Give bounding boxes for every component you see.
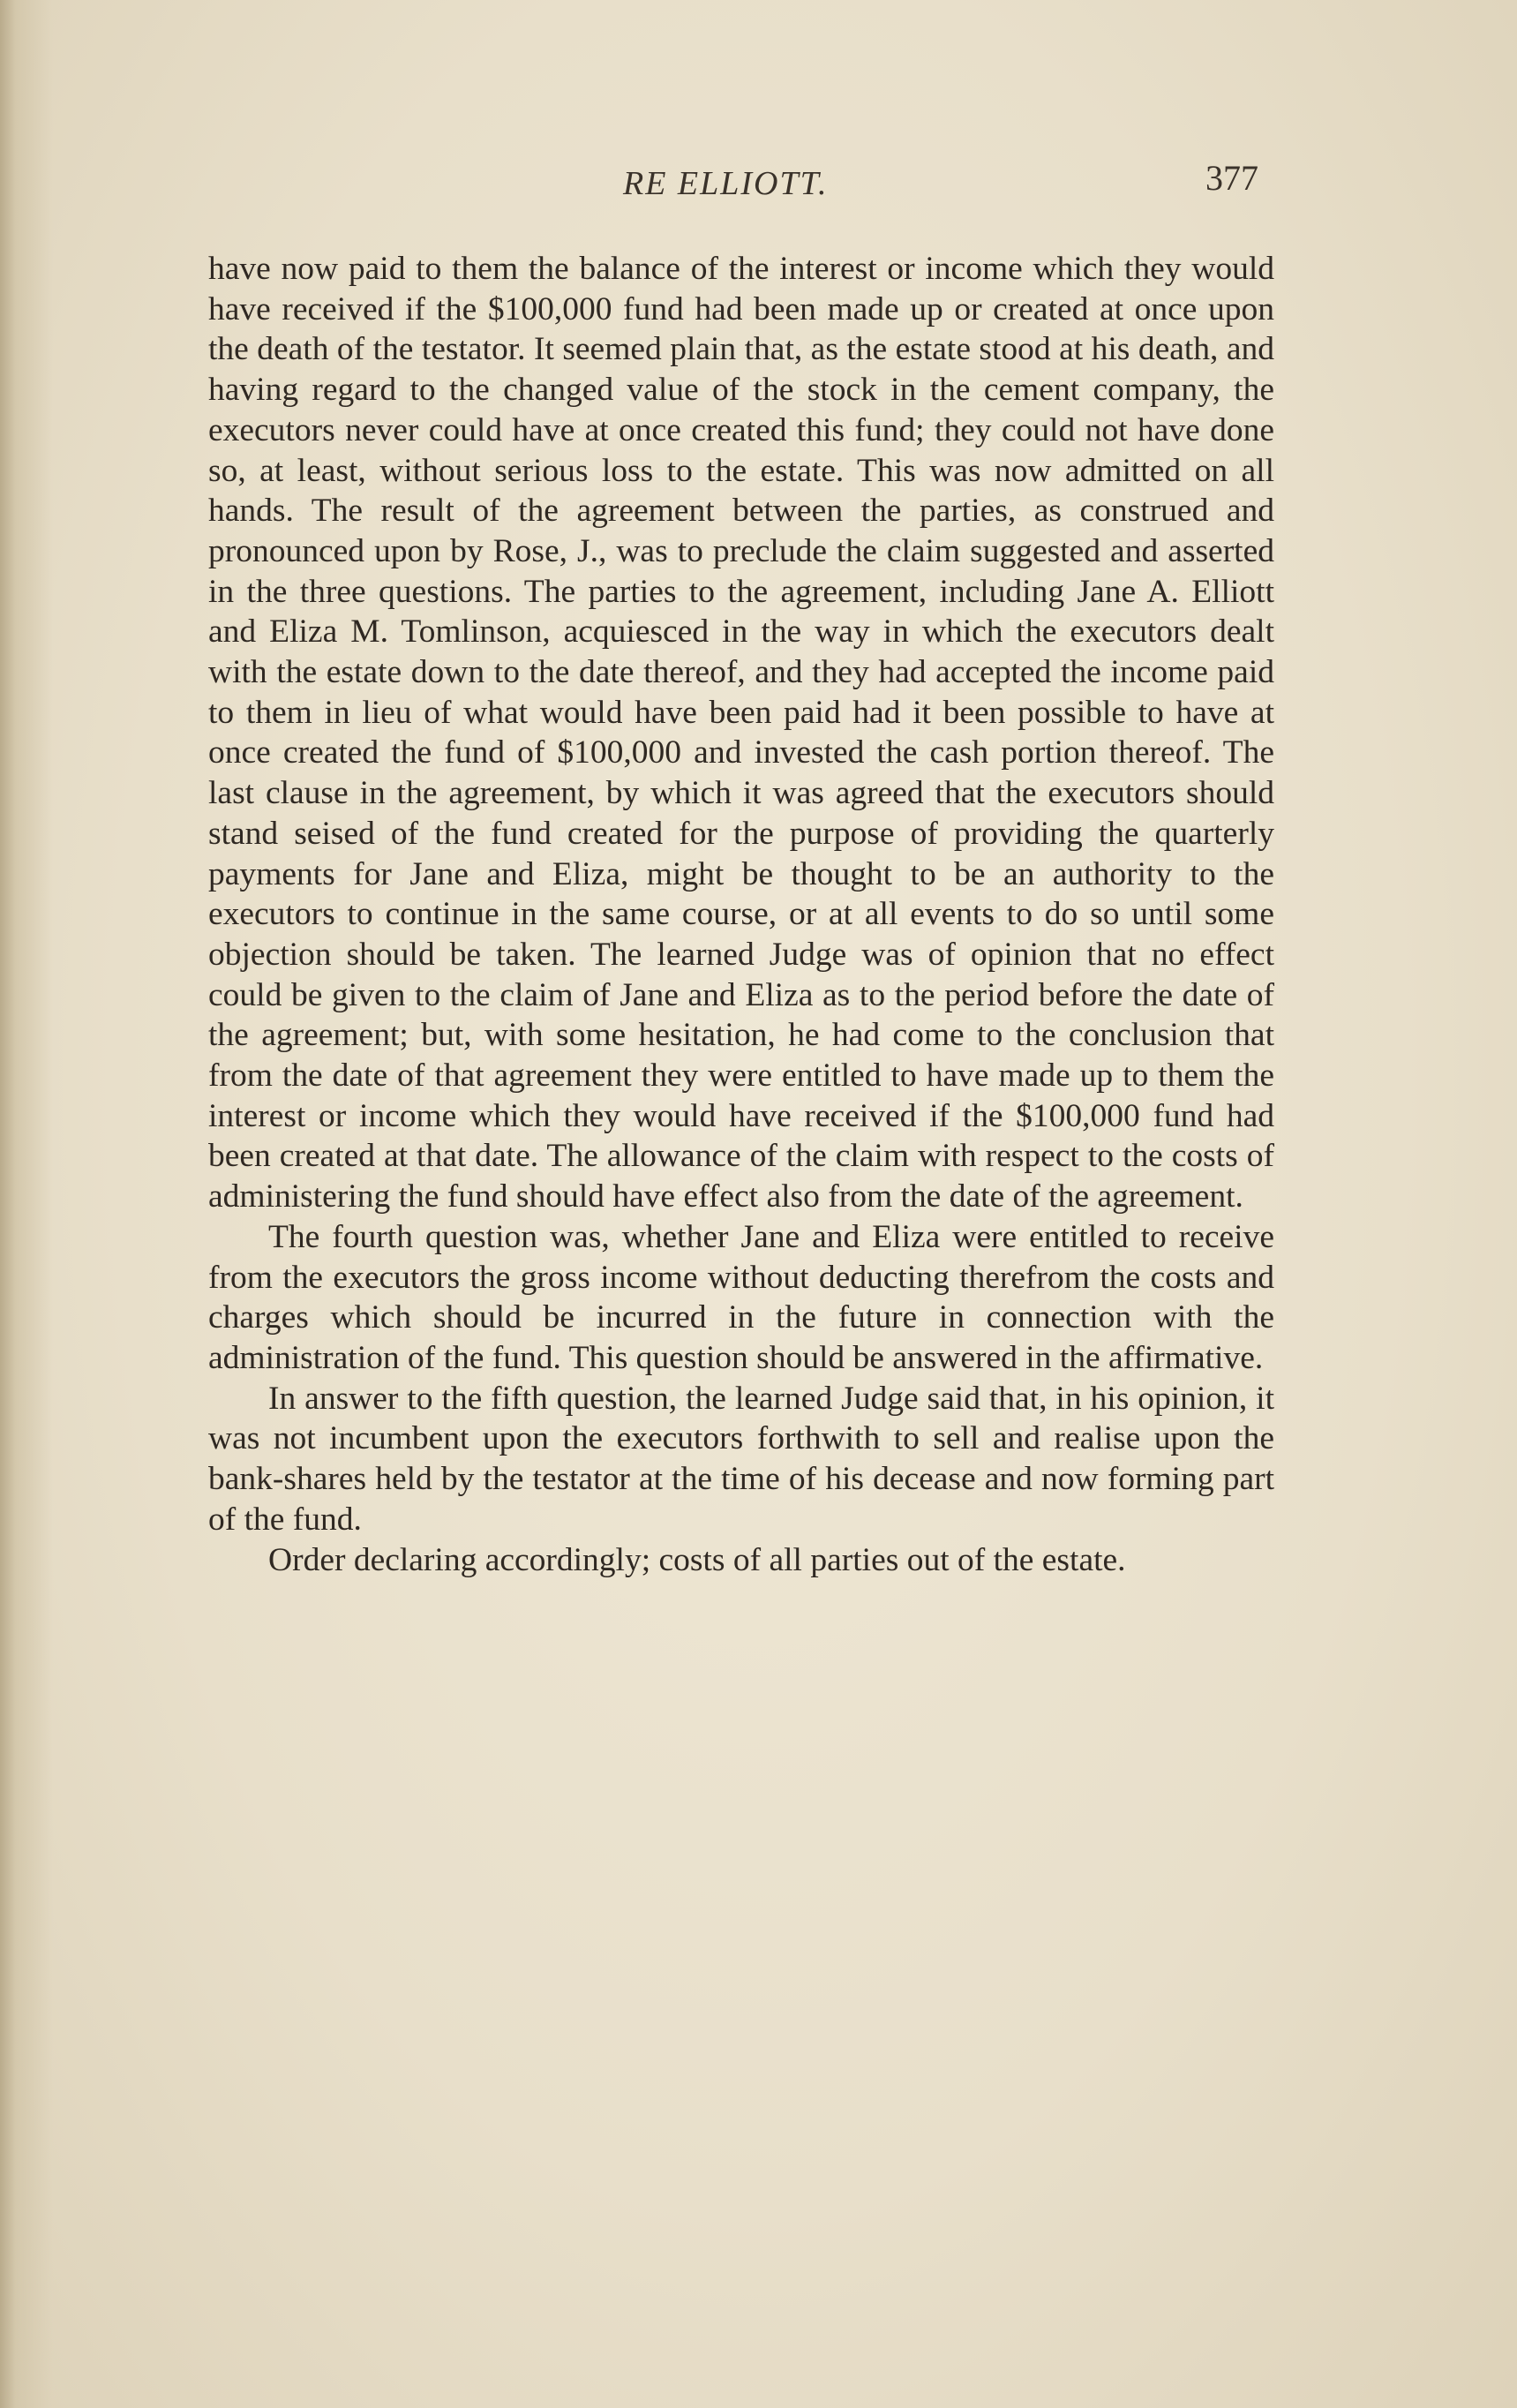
- page-number: 377: [1205, 158, 1258, 198]
- paragraph-order: Order declaring accordingly; costs of all parties out of the estate.: [268, 1541, 1126, 1578]
- page-header: [208, 157, 1258, 210]
- paragraph-continuation: have now paid to them the balance of the interest or income which they would have received if the $100,000 fund had been made up or created at once upon the death of the testator. It seemed plain that, as the estate stood at his death, and having regard to the changed value of the stock in the cement company, the executors never could have at once created this fund; they could not have done so, at least, without serious loss to the estate. This was now admitted on all hands. The result of the agreement between the parties, as construed and pronounced upon by Rose, J., was to preclude the claim suggested and asserted in the three questions. The parties to the agreement, including Jane A. Elliott and Eliza M. Tomlinson, acquiesced in the way in which the executors dealt with the estate down to the date thereof, and they had accepted the income paid to them in lieu of what would have been paid had it been possible to have at once created the fund of $100,000 and invested the cash portion thereof. The last clause in the agreement, by which it was agreed that the executors should stand seised of the fund created for the purpose of providing the quarterly payments for Jane and Eliza, might be thought to be an authority to the executors to continue in the same course, or at all events to do so until some objection should be taken. The learned Judge was of opinion that no effect could be given to the claim of Jane and Eliza as to the period before the date of the agreement; but, with some hesitation, he had come to the conclusion that from the date of that agreement they were entitled to have made up to them the interest or income which they would have received if the $100,000 fund had been created at that date. The allowance of the claim with respect to the costs of administering the fund should have effect also from the date of the agreement.: [208, 251, 1274, 1215]
- paragraph-fifth-question: In answer to the fifth question, the learned Judge said that, in his opinion, it was not incumbent upon the executors forthwith to sell and realise upon the bank-shares held by the testator at the time of his decease and now forming part of the fund.: [208, 1380, 1274, 1538]
- paragraph-fourth-question: The fourth question was, whether Jane and Eliza were entitled to receive from the executors the gross income without deducting therefrom the costs and charges which should be incurred in the future in connection with the administration of the fund. This question should be answered in the affirmative.: [208, 1218, 1274, 1376]
- body-text: [208, 249, 1274, 1580]
- running-head: RE ELLIOTT.: [623, 165, 829, 202]
- binding-gutter-shadow: [0, 0, 53, 2408]
